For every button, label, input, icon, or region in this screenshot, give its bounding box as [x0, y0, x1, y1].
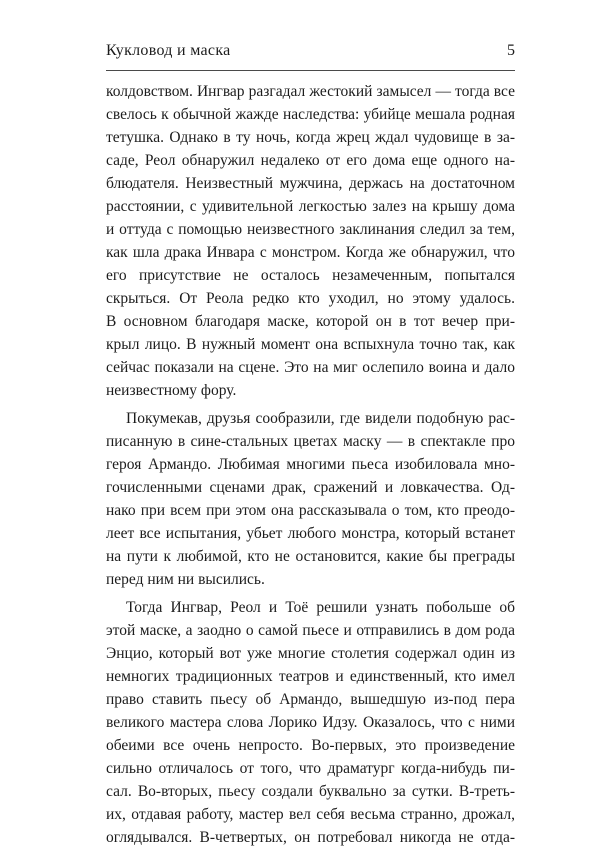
- text-line: немногих традиционных театров и единственный, кто имел: [106, 668, 515, 685]
- header-rule: [106, 70, 515, 71]
- text-line: перед ним ни высились.: [106, 571, 265, 588]
- text-line: на пути к любимой, кто не остановится, какие бы преграды: [106, 548, 515, 565]
- text-line: право ставить пьесу об Армандо, вышедшую из-под пера: [106, 691, 515, 708]
- paragraph-2: [106, 407, 515, 591]
- running-title: Кукловод и маска: [106, 42, 231, 59]
- body-text: [106, 80, 515, 849]
- text-line: крыл лицо. В нужный момент она вспыхнула точно так, как: [106, 336, 515, 353]
- text-line: расстоянии, с удивительной легкостью залез на крышу дома: [106, 198, 515, 215]
- text-line: В основном благодаря маске, которой он в тот вечер при-: [106, 313, 515, 330]
- text-line: оглядывался. В-четвертых, он потребовал никогда не отда-: [106, 829, 515, 846]
- text-line: Энцио, который вот уже многие столетия содержал один из: [106, 645, 515, 662]
- paragraph-3: [106, 596, 515, 849]
- text-line: сал. Во-вторых, пьесу создали буквально за сутки. В-треть-: [106, 783, 515, 800]
- text-line: скрыться. От Реола редко кто уходил, но этому удалось.: [106, 290, 515, 307]
- text-line: свелось к обычной жажде наследства: убийце мешала родная: [106, 106, 515, 123]
- text-line: тетушка. Однако в ту ночь, когда жрец ждал чудовище в за-: [106, 129, 515, 146]
- text-line: Тогда Ингвар, Реол и Тоё решили узнать побольше об: [126, 599, 515, 616]
- paragraph-1: [106, 80, 515, 402]
- text-line: гочисленными сценами драк, сражений и ловкачества. Од-: [106, 479, 515, 496]
- running-header: [106, 40, 515, 66]
- text-line: этой маске, а заодно о самой пьесе и отправились в дом рода: [106, 622, 515, 639]
- text-line: нако при всем при этом она рассказывала о том, кто преодо-: [106, 502, 515, 519]
- text-line: сильно отличалось от того, что драматург когда-нибудь пи-: [106, 760, 515, 777]
- text-line: и оттуда с помощью неизвестного заклинания следил за тем,: [106, 221, 515, 238]
- text-line: саде, Реол обнаружил недалеко от его дома еще одного на-: [106, 152, 515, 169]
- text-line: обеими все очень непросто. Во-первых, это произведение: [106, 737, 515, 754]
- text-line: неизвестному фору.: [106, 382, 237, 399]
- text-line: блюдателя. Неизвестный мужчина, держась на достаточном: [106, 175, 515, 192]
- text-line: их, отдавая работу, мастер вел себя весьма странно, дрожал,: [106, 806, 515, 823]
- text-line: леет все испытания, убьет любого монстра, который встанет: [106, 525, 515, 542]
- text-line: колдовством. Ингвар разгадал жестокий замысел — тогда все: [106, 83, 515, 100]
- text-line: писанную в сине-стальных цветах маску — в спектакле про: [106, 433, 515, 450]
- text-line: героя Армандо. Любимая многими пьеса изобиловала мно-: [106, 456, 515, 473]
- text-line: сейчас показали на сцене. Это на миг ослепило воина и дало: [106, 359, 515, 376]
- text-line: его присутствие не осталось незамеченным, попытался: [106, 267, 515, 284]
- text-line: Покумекав, друзья сообразили, где видели подобную рас-: [126, 410, 515, 427]
- text-line: как шла драка Инвара с монстром. Когда же обнаружил, что: [106, 244, 515, 261]
- text-line: великого мастера слова Лорико Идзу. Оказалось, что с ними: [106, 714, 515, 731]
- page-number: 5: [507, 42, 515, 59]
